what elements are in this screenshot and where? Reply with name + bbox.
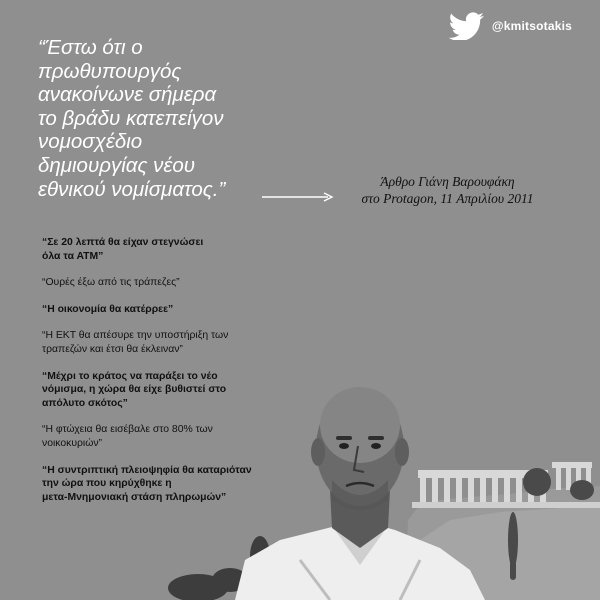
quote-item: “Η ΕΚΤ θα απέσυρε την υποστήριξη των τραπεζών και έτσι θα έκλειναν” — [42, 330, 229, 355]
quote-item: “Η φτώχεια θα εισέβαλε στο 80% των νοικοκυριών” — [42, 424, 213, 449]
quote-item: “Σε 20 λεπτά θα είχαν στεγνώσει όλα τα ΑΤΜ” — [42, 237, 204, 262]
white-shirt — [235, 520, 485, 600]
twitter-handle: @kmitsotakis — [491, 19, 572, 33]
quote-item: “Η συντριπτική πλειοψηφία θα καταριόταν την ώρα που κηρύχθηκε η μετα-Μνημονιακή στάση πληρωμών” — [42, 464, 252, 503]
quote-list — [42, 236, 292, 517]
main-quote: “Έστω ότι ο πρωθυπουργός ανακοίνωνε σήμερα το βράδυ κατεπείγον νομοσχέδιο δημιουργίας νέου εθνικού νομίσματος.” — [38, 36, 226, 201]
quote-item: “Η οικονομία θα κατέρρεε” — [42, 303, 174, 315]
acropolis-hill — [405, 486, 600, 600]
quote-item: “Ουρές έξω από τις τράπεζες” — [42, 277, 180, 289]
parthenon — [412, 462, 600, 508]
head — [316, 390, 404, 506]
attribution: Άρθρο Γιάνη Βαρουφάκη στο Protagon, 11 Απριλίου 2011 — [361, 174, 534, 206]
twitter-bird-icon — [448, 12, 486, 40]
quote-item: “Μέχρι το κράτος να παράξει το νέο νόμισμα, η χώρα θα είχε βυθιστεί στο απόλυτο σκότος” — [42, 370, 227, 409]
arrow-icon — [262, 192, 334, 202]
twitter-badge[interactable] — [448, 12, 572, 40]
